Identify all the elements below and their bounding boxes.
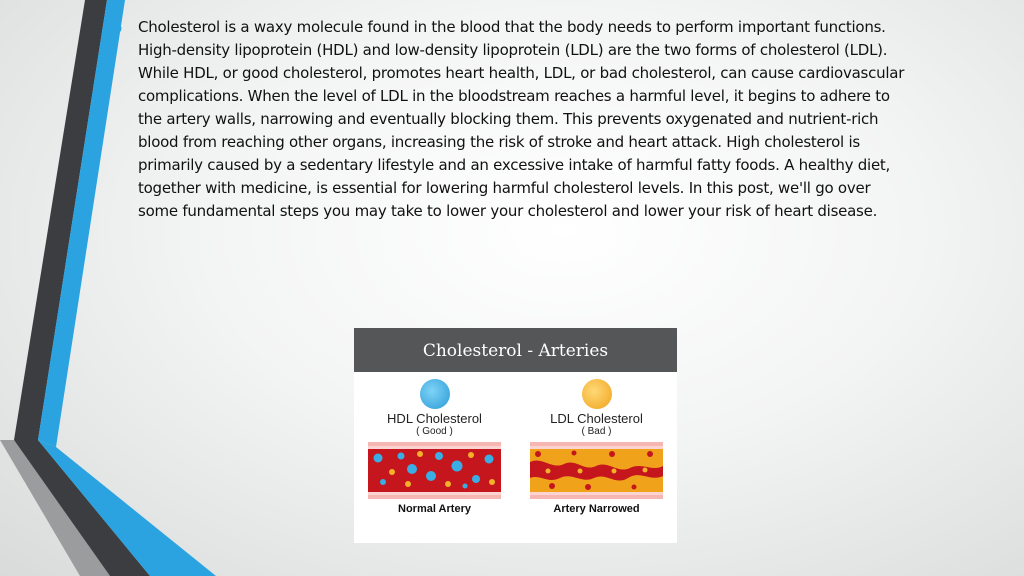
narrowed-artery-caption: Artery Narrowed — [553, 503, 640, 515]
normal-artery-illustration — [368, 442, 501, 499]
ldl-column — [516, 372, 677, 515]
hdl-label: HDL Cholesterol — [387, 411, 482, 426]
hdl-note: ( Good ) — [416, 426, 453, 437]
hdl-column — [354, 372, 515, 515]
cholesterol-figure — [354, 328, 677, 543]
figure-title: Cholesterol - Arteries — [354, 328, 677, 372]
normal-artery-caption: Normal Artery — [398, 503, 471, 515]
text-block — [110, 16, 910, 223]
ldl-particle-icon — [582, 379, 612, 409]
ldl-note: ( Bad ) — [581, 426, 612, 437]
narrowed-artery-illustration — [530, 442, 663, 499]
figure-body — [354, 372, 677, 543]
ldl-label: LDL Cholesterol — [550, 411, 643, 426]
hdl-particle-icon — [420, 379, 450, 409]
bullet-icon: ● — [110, 20, 123, 36]
body-paragraph: Cholesterol is a waxy molecule found in the blood that the body needs to perform important functions. High-density lipoprotein (HDL) and low-density lipoprotein (LDL) are the two forms of cholesterol (LDL). While HDL, or good cholesterol, promotes heart health, LDL, or bad cholesterol, can cause cardiovascular complications. When the level of LDL in the bloodstream reaches a harmful level, it begins to adhere to the artery walls, narrowing and eventually blocking them. This prevents oxygenated and nutrient-rich blood from reaching other organs, increasing the risk of stroke and heart attack. High cholesterol is primarily caused by a sedentary lifestyle and an excessive intake of harmful fatty foods. A healthy diet, together with medicine, is essential for lowering harmful cholesterol levels. In this post, we'll go over some fundamental steps you may take to lower your cholesterol and lower your risk of heart disease. — [138, 18, 905, 220]
